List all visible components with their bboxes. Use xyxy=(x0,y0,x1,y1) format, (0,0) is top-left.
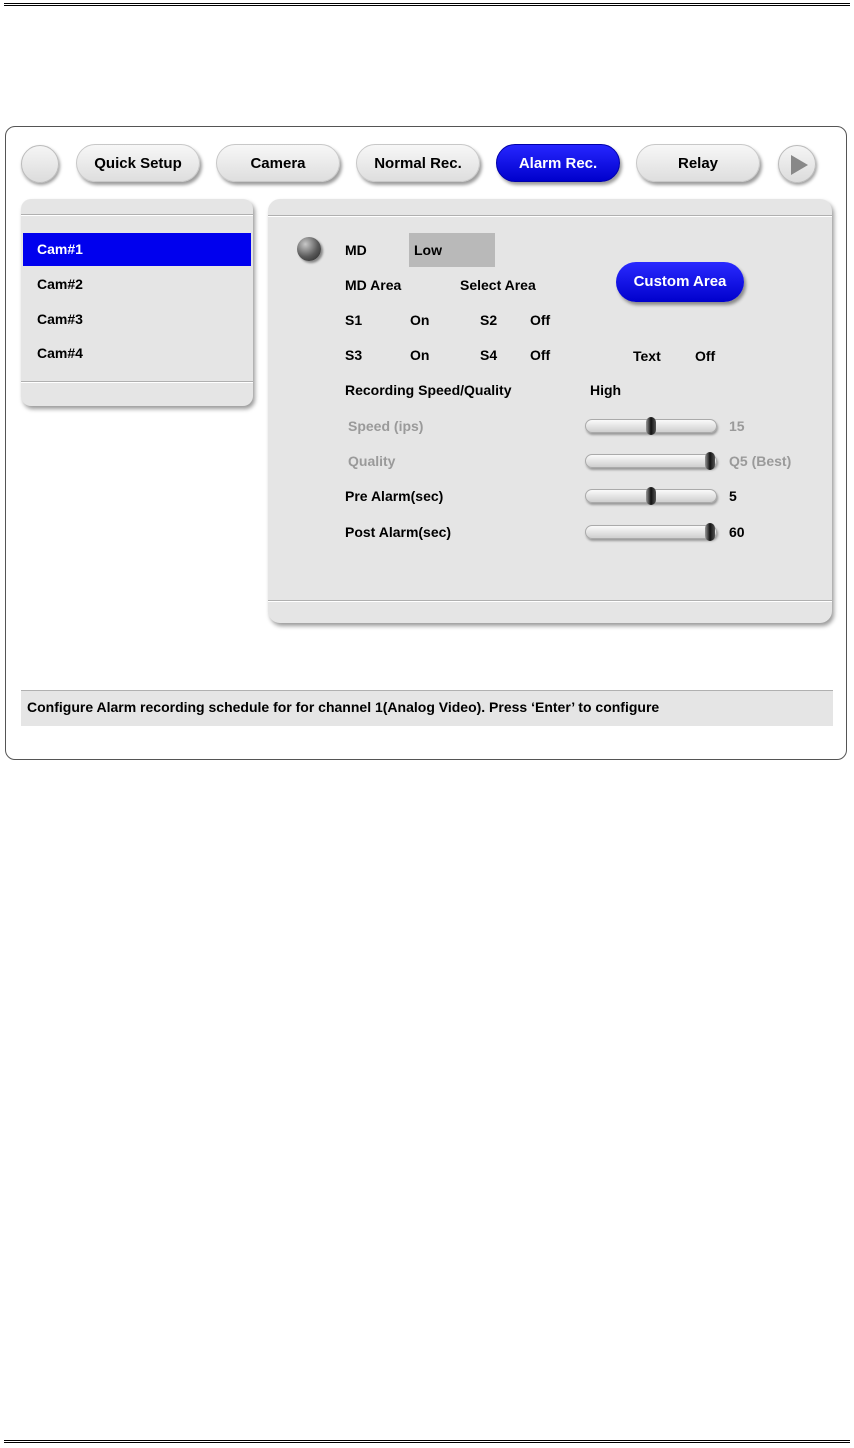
status-message: Configure Alarm recording schedule for for channel 1(Analog Video). Press ‘Enter’ to configure xyxy=(27,699,660,715)
md-label: MD xyxy=(345,242,367,258)
s2-value[interactable]: Off xyxy=(530,312,551,328)
post-alarm-label: Post Alarm(sec) xyxy=(345,524,452,540)
text-label: Text xyxy=(633,348,661,364)
tab-next-button[interactable] xyxy=(778,145,816,183)
quality-value: Q5 (Best) xyxy=(729,453,792,469)
slider-knob[interactable] xyxy=(705,452,715,470)
post-alarm-value: 60 xyxy=(729,524,745,540)
md-sensitivity-value: Low xyxy=(414,242,442,258)
camera-list-item-cam3[interactable]: Cam#3 xyxy=(37,311,83,327)
tab-relay[interactable]: Relay xyxy=(636,144,760,182)
quality-slider[interactable] xyxy=(585,454,717,468)
camera-list-panel xyxy=(21,199,253,406)
speed-value: 15 xyxy=(729,418,745,434)
divider xyxy=(268,215,832,217)
text-value[interactable]: Off xyxy=(695,348,716,364)
s1-value[interactable]: On xyxy=(410,312,430,328)
pre-alarm-value: 5 xyxy=(729,488,737,504)
divider xyxy=(21,214,253,216)
speed-label: Speed (ips) xyxy=(348,418,424,434)
speed-slider[interactable] xyxy=(585,419,717,433)
md-area-label: MD Area xyxy=(345,277,402,293)
camera-list-item-cam4[interactable]: Cam#4 xyxy=(37,345,83,361)
tab-camera[interactable]: Camera xyxy=(216,144,340,182)
top-page-rule xyxy=(4,3,850,6)
pre-alarm-slider[interactable] xyxy=(585,489,717,503)
s4-label: S4 xyxy=(480,347,498,363)
camera-list-item-cam1[interactable]: Cam#1 xyxy=(23,233,251,266)
custom-area-button[interactable]: Custom Area xyxy=(616,262,744,302)
divider xyxy=(21,381,253,383)
s3-label: S3 xyxy=(345,347,363,363)
tab-back-button[interactable] xyxy=(21,145,59,183)
s2-label: S2 xyxy=(480,312,498,328)
post-alarm-slider[interactable] xyxy=(585,525,717,539)
divider xyxy=(268,600,832,602)
slider-knob[interactable] xyxy=(646,487,656,505)
s3-value[interactable]: On xyxy=(410,347,430,363)
pre-alarm-label: Pre Alarm(sec) xyxy=(345,488,444,504)
recording-speed-quality-label: Recording Speed/Quality xyxy=(345,382,512,398)
tab-quick-setup[interactable]: Quick Setup xyxy=(76,144,200,182)
status-bar xyxy=(21,690,833,726)
bottom-page-rule xyxy=(4,1440,850,1443)
play-arrow-icon xyxy=(791,155,808,175)
slider-knob[interactable] xyxy=(705,523,715,541)
tab-alarm-rec[interactable]: Alarm Rec. xyxy=(496,144,620,182)
s1-label: S1 xyxy=(345,312,363,328)
slider-knob[interactable] xyxy=(646,417,656,435)
recording-speed-quality-value[interactable]: High xyxy=(590,382,622,398)
md-area-value[interactable]: Select Area xyxy=(460,277,536,293)
md-indicator-icon xyxy=(297,237,321,261)
s4-value[interactable]: Off xyxy=(530,347,551,363)
quality-label: Quality xyxy=(348,453,396,469)
tab-normal-rec[interactable]: Normal Rec. xyxy=(356,144,480,182)
alarm-settings-panel xyxy=(268,199,832,623)
camera-list-item-cam2[interactable]: Cam#2 xyxy=(37,276,83,292)
